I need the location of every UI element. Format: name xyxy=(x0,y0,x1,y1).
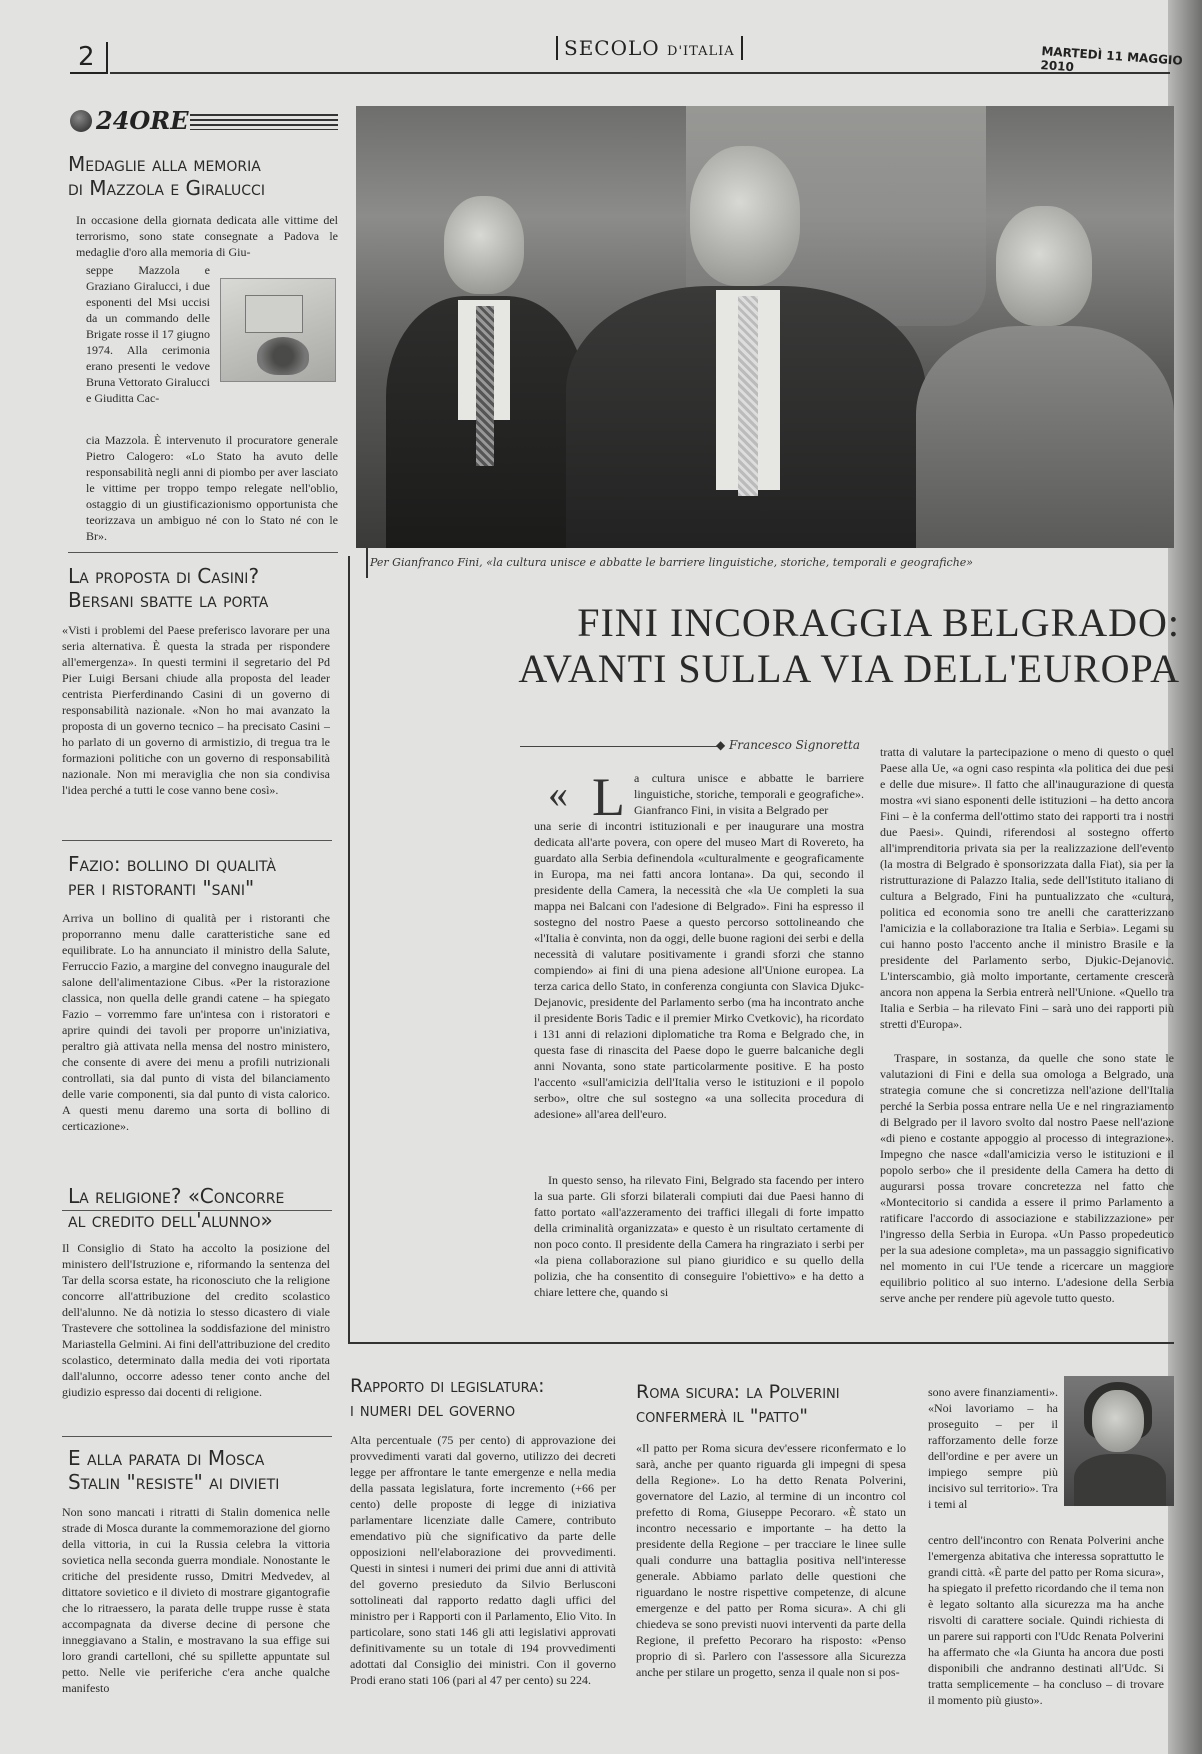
photo-person-center xyxy=(566,146,926,548)
article3-body: Arriva un bollino di qualità per i ristoranti che proporranno menu dalle caratteristiche sane ed equilibrate. Lo ha annunciato il ministro della Salute, Ferruccio Fazio, a margine del convegno inaugurale del salone dell'alimentazione Cibus. «Per la ristorazione classica, non quella delle grandi catene – ha spiegato Fazio – vorremmo fare un'intesa con i ristoratori e aprire quindi dei tavoli per proporre un'iniziativa, peraltro già attivata nella mensa del nostro ministero, che consente di avere dei menu a profili nutrizionali controllati, sia dal punto di vista del bilanciamento delle varie componenti, sia dal punto di vista calorico. A questi menu daremo una sorta di bollino di certicazione». xyxy=(62,911,330,1133)
article1-body-end: cia Mazzola. È intervenuto il procuratore generale Pietro Calogero: «Lo Stato ha avuto delle responsabilità negli anni di piombo per aver lasciato le vittime per troppo tempo relegate nell'oblio, ostaggio di un giustificazionismo opportunista che teorizzava un ambiguo né con lo Stato né con le Br». xyxy=(86,433,338,543)
masthead-subtitle: D'ITALIA xyxy=(667,44,735,59)
portrait-face xyxy=(1092,1390,1144,1452)
bottom-article-a-headline-line2: i numeri del governo xyxy=(350,1399,516,1421)
caption-bar xyxy=(366,548,368,578)
article4-headline-line1: La religione? «Concorre xyxy=(68,1184,285,1208)
article3-headline-line1: Fazio: bollino di qualità xyxy=(68,852,276,876)
article2-headline-line1: La proposta di Casini? xyxy=(68,564,260,588)
memorial-plaque xyxy=(245,295,303,333)
drop-quote-mark: « xyxy=(548,771,568,816)
main-article-frame-left xyxy=(348,556,350,1344)
article1-headline xyxy=(68,152,338,200)
drop-cap: L xyxy=(592,767,625,827)
bottom-article-a-headline xyxy=(350,1374,620,1422)
memorial-photo xyxy=(220,278,336,382)
globe-icon xyxy=(70,110,92,132)
article1-headline-line1: Medaglie alla memoria xyxy=(68,152,261,176)
logo-stripes xyxy=(190,114,338,130)
section-logo-24ore xyxy=(70,106,338,136)
article5-headline xyxy=(68,1446,338,1494)
photo-person-left-head xyxy=(444,196,524,294)
portrait-body xyxy=(1074,1454,1166,1506)
article5-headline-line1: E alla parata di Mosca xyxy=(68,1446,265,1470)
bottom-article-b-col2: centro dell'incontro con Renata Polverini anche l'emergenza abitativa che interessa soprattutto le grandi città. «È parte del patto per Roma sicura», ha spiegato il prefetto ricordando che il tema non è legato soltanto alla sicurezza ma ha anche risvolti di carattere sociale. Quindi richiesta di un parere sui rapporti con l'Udc Renata Polverini ha affermato che «la Giunta ha ancora due posti disponibili che andranno destinati all'Udc. Si tratta semplicemente – ha concluso – di trovare il momento più giusto». xyxy=(928,1533,1164,1707)
photo-person-right-head xyxy=(996,206,1092,326)
photo-person-center-head xyxy=(690,146,800,286)
article4-headline-line2: al credito dell'alunno» xyxy=(68,1208,273,1232)
main-headline-line2: AVANTI SULLA VIA DELL'EUROPA xyxy=(518,646,1180,691)
bottom-article-b-headline-line2: confermerà il "patto" xyxy=(636,1405,808,1427)
bottom-article-b-col1: «Il patto per Roma sicura dev'essere riconfermato e lo sarà, anche per quanto riguarda gli impegni di spesa della Regione». Lo ha detto Renata Polverini, governatore del Lazio, al termine di un incontro col prefetto di Roma, Giuseppe Pecoraro. «È stato un incontro necessario e importante – ha detto la presidente della Regione – per tracciare le linee sulle quali condurre una battaglia positiva nell'interesse generale. Abbiamo parlato delle questioni che riguardano le nostre rispettive competenze, di alcune emergenze e del patto per Roma sicura». A chi gli chiedeva se sono previsti nuovi interventi da parte della Regione, il prefetto Pecoraro ha risposto: «Penso proprio di sì. Parlero con l'assessore alla Sicurezza anche per stilare un progetto, senza il quale non si pos- xyxy=(636,1441,906,1679)
bottom-article-a-body: Alta percentuale (75 per cento) di approvazione dei provvedimenti varati dal governo, utilizzo dei decreti legge per affrontare le tante emergenze e nella media della passata legislatura, forte incremento (+66 per cento) delle proposte di legge di iniziativa parlamentare licenziate dalle Camere, contributo emendativo più che significativo da parte delle opposizioni nell'elaborazione dei provvedimenti. Questi in sintesi i numeri dei primi due anni di attività del governo presieduto da Silvio Berlusconi sottolineati dal rapporto redatto dagli uffici del ministro per i Rapporti con il Parlamento, Elio Vito. In particolare, sono stati 146 gli atti legislativi approvati definitivamente su un totale di 194 provvedimenti adottati dal Consiglio dei ministri. Con il governo Prodi erano stati 106 (pari al 47 per cento) su 224. xyxy=(350,1433,616,1687)
byline: ◆ Francesco Signoretta xyxy=(715,738,860,752)
bottom-article-a-headline-line1: Rapporto di legislatura: xyxy=(350,1375,545,1397)
article3-headline xyxy=(68,852,338,900)
photo-caption: Per Gianfranco Fini, «la cultura unisce e abbatte le barriere linguistiche, storiche, temporali e geografiche» xyxy=(370,556,974,569)
bottom-article-b-col2-top: sono avere finanziamenti». «Noi lavoriamo – ha proseguito – per il rafforzamento delle forze dell'ordine e per avere un impiego sempre più incisivo sul territorio». Tra i temi al xyxy=(928,1385,1058,1511)
article3-headline-line2: per i ristoranti "sani" xyxy=(68,876,255,900)
photo-person-center-tie xyxy=(738,296,758,496)
article1-body-intro: In occasione della giornata dedicata alle vittime del terrorismo, sono state consegnate a Padova le medaglie d'oro alla memoria di Giu- xyxy=(76,213,338,259)
article2-headline xyxy=(68,564,338,612)
header-rule xyxy=(110,72,1170,74)
header-date: MARTEDÌ 11 MAGGIO 2010 xyxy=(1040,44,1184,75)
masthead xyxy=(556,36,743,60)
photo-person-left xyxy=(386,196,586,548)
main-article-col2: tratta di valutare la partecipazione o meno di questo o quel Paese alla Ue, «a ogni caso respinta «la politica dei due pesi e delle due misure». Il fatto che all'inaugurazione di questa mostra «vi siano esponenti delle istituzioni – ha detto ancora Fini – è la conferma dell'ottimo stato dei rapporti tra i nostri due Paesi». Quindi, riferendosi al sostegno offerto all'imprenditoria privata sia per la realizzazione dell'evento (la mostra di Belgrado è sponsorizzata dalla Fiat), sia per la ristrutturazione di Palazzo Italia, sede dell'Istituto italiano di cultura a Belgrado, Fini ha puntualizzato che «cultura, politica ed economia sono tre anelli che caratterizzano l'amicizia e la collaborazione tra Italia e Serbia». Legami su cui hanno posto l'accento anche il ministro Brasile e la presidente del Parlamento serbo, Djukic-Dejanovic. L'interscambio, già molto importante, certamente crescerà ancora non appena la Serbia entrerà nell'Unione. «Quello tra Italia e Serbia – ha rilevato Fini – sarà uno dei rapporti più stretti d'Europa». xyxy=(880,745,1174,1031)
main-article-col2-p2: Traspare, in sostanza, da quelle che sono state le valutazioni di Fini e della sua omologa a Belgrado, una strategia comune che si concretizza nell'azione dell'Italia perché la Serbia possa entrare nella Ue e nel ringraziamento di Belgrado per il lavoro svolto dal nostro Paese nell'azione «di pieno e costante appoggio al processo di integrazione». Impegno che nasce «dall'amicizia verso le istituzioni e il popolo serbo» che il presidente della Camera ha detto di augurarsi possa trovare concretezza nel fatto che «Montecitorio si candida a essere il primo Parlamento a ratificare l'accordo di associazione e stabilizzazione» per l'ingresso della Serbia in Europa. «Un Passo propedeutico per la sua adesione completa», ma un passaggio significativo nel momento in cui l'Ue tende a ricercare un maggiore equilibrio politico al suo interno. L'adesione della Serbia serve anche per rendere più agevole tutto questo. xyxy=(880,1051,1174,1305)
memorial-wreath xyxy=(257,337,309,375)
article2-body: «Visti i problemi del Paese preferisco lavorare per una seria alternativa. È questa la strada per rispondere all'emergenza». In questi termini il segretario del Pd Pier Luigi Bersani chiude alla proposta del leader centrista Pierferdinando Casini di un governo di responsabilità nazionale. «Non ho mai avanzato la proposta di un governo tecnico – ha precisato Casini – ho parlato di un governo di armistizio, di tregua tra le formazioni politiche con un governo di responsabilità nazionale. Non mi meraviglia che non sia condivisa l'idea perché a tutti le cose vanno bene così». xyxy=(62,623,330,797)
main-article-col1: una serie di incontri istituzionali e per inaugurare una mostra dedicata all'arte povera, con opere del museo Mart di Rovereto, ha guardato alla Serbia definendola «culturalmente e geograficamente in Europa, ma nei fatti ancora lontana». Da qui, secondo il presidente della Camera, la necessità che «la Ue completi la sua mappa nei Balcani con l'adesione di Belgrado». Fini ha espresso il sostegno del nostro Paese a questo percorso sottolineando che «l'Italia è convinta, non da oggi, delle buone ragioni dei serbi e della necessità di valutare positivamente i grandi sforzi che stanno compiendo» ai fini di una piena adesione all'Unione europea. La terza carica dello Stato, in conferenza congiunta con Slavica Djukc-Dejanovic, presidente del Parlamento serbo (ma ha incontrato anche il presidente Boris Tadic e il premier Mirko Cvetkovic), ha ricordato i 131 anni di relazioni diplomatiche tra Roma e Belgrado che, in questa fase di rinascita del Paese dopo le guerre balcaniche degli anni Novanta, sono state particolarmente positive. E ha posto l'accento «sull'amicizia dell'Italia verso le istituzioni e il popolo serbo», oltre che sul sostegno «a una sollecita procedura di adesione» all'area dell'euro. xyxy=(534,819,864,1121)
article4-body: Il Consiglio di Stato ha accolto la posizione del ministero dell'Istruzione e, riformando la sentenza del Tar della scorsa estate, ha riconosciuto che la religione concorre all'attribuzione del credito scolastico dell'alunno. Ne dà notizia lo stesso dicastero di viale Trastevere che sottolinea la soddisfazione del ministro Mariastella Gelmini. Ai fini dell'attribuzione del credito scolastico, determinato dalla media dei voti riportata dall'alunno, occorre adesso tener conto anche del giudizio espresso dai docenti di religione. xyxy=(62,1241,330,1399)
polverini-portrait-photo xyxy=(1064,1376,1174,1506)
photo-person-right-body xyxy=(916,326,1174,548)
bottom-article-b-headline-line1: Roma sicura: la Polverini xyxy=(636,1381,840,1403)
main-article-lead: a cultura unisce e abbatte le barriere linguistiche, storiche, temporali e geografiche». Gianfranco Fini, in visita a Belgrado per xyxy=(634,771,864,817)
masthead-title: SECOLO xyxy=(564,36,660,60)
main-article-col1-p2: In questo senso, ha rilevato Fini, Belgrado sta facendo per intero la sua parte. Gli sforzi bilaterali compiuti dai due Paesi hanno di fatto portato «all'azzeramento dei traffici illegali di forte impatto della criminalità organizzata» e questo è un risultato certamente di non poco conto. Il presidente della Camera ha ringraziato i serbi per «la piena collaborazione sul piano giuridico e su quello della polizia, che ha consentito di conseguire l'obiettivo» e ha detto a chiare lettere che, quando si xyxy=(534,1173,864,1299)
photo-person-left-tie xyxy=(476,306,494,466)
article2-headline-line2: Bersani sbatte la porta xyxy=(68,588,269,612)
main-photo xyxy=(356,106,1174,548)
article5-headline-line2: Stalin "resiste" ai divieti xyxy=(68,1470,280,1494)
page-number: 2 xyxy=(70,42,108,74)
column-rule xyxy=(62,1436,332,1437)
main-article-frame-bottom xyxy=(348,1342,1174,1344)
column-rule xyxy=(62,840,332,841)
article1-headline-line2: di Mazzola e Giralucci xyxy=(68,176,265,200)
article4-headline xyxy=(68,1184,338,1232)
logo-text: 24ORE xyxy=(96,106,189,135)
article1-body-side: seppe Mazzola e Graziano Giralucci, i due esponenti del Msi uccisi da un commando delle Brigate rosse il 17 giugno 1974. Alla cerimonia erano presenti le vedove Bruna Vettorato Giralucci e Giuditta Cac- xyxy=(86,263,210,405)
bottom-article-b-headline xyxy=(636,1380,926,1428)
main-headline xyxy=(360,600,1180,692)
main-headline-line1: FINI INCORAGGIA BELGRADO: xyxy=(577,600,1180,645)
photo-person-right xyxy=(916,206,1174,548)
article5-body: Non sono mancati i ritratti di Stalin domenica nelle strade di Mosca durante la commemorazione del giorno della vittoria, in cui la Russia celebra la vittoria sovietica nella seconda guerra mondiale. Nonostante le critiche del presidente russo, Dmitri Medvedev, al dittatore sovietico e il divieto di mostrare gigantografie che lo ritraessero, la parata delle truppe russe è stata accompagnata da diverse decine di persone che inneggiavano a Stalin, e mostravano la sua effige sui loro grandi cartelloni, ché su spillette appuntate sul petto. Nelle vie periferiche c'era anche qualche manifesto xyxy=(62,1505,330,1695)
column-rule xyxy=(68,552,338,553)
